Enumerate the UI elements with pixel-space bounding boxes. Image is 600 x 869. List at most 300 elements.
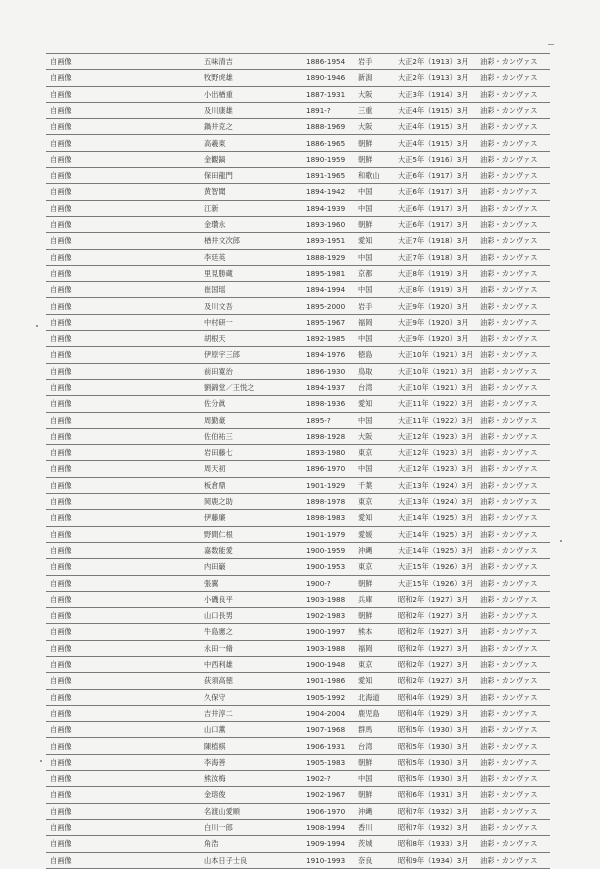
artist-name: 保田龍門 (200, 168, 302, 184)
completion-date: 大正4年（1915）3月 (394, 135, 476, 151)
medium: 油彩・カンヴァス (476, 640, 550, 656)
completion-date: 昭和5年（1930）3月 (394, 754, 476, 770)
artist-years: 1886-1954 (302, 54, 354, 70)
birthplace: 福岡 (354, 314, 394, 330)
birthplace: 愛知 (354, 510, 394, 526)
medium: 油彩・カンヴァス (476, 298, 550, 314)
artwork-title: 自画像 (46, 379, 200, 395)
artist-years: 1905-1992 (302, 689, 354, 705)
artist-name: 及川康雄 (200, 102, 302, 118)
artwork-title: 自画像 (46, 656, 200, 672)
artist-name: 岡鹿之助 (200, 494, 302, 510)
table-row (46, 396, 550, 412)
artist-name: 周勤豪 (200, 412, 302, 428)
medium: 油彩・カンヴァス (476, 412, 550, 428)
table-row (46, 379, 550, 395)
artist-name: 岩田藤七 (200, 445, 302, 461)
completion-date: 大正6年（1917）3月 (394, 168, 476, 184)
medium: 油彩・カンヴァス (476, 135, 550, 151)
artist-years: 1898-1983 (302, 510, 354, 526)
birthplace: 北海道 (354, 689, 394, 705)
table-row (46, 135, 550, 151)
completion-date: 昭和2年（1927）3月 (394, 591, 476, 607)
artist-years: 1895-1967 (302, 314, 354, 330)
artist-years: 1900-? (302, 575, 354, 591)
artwork-title: 自画像 (46, 412, 200, 428)
birthplace: 新潟 (354, 70, 394, 86)
artwork-title: 自画像 (46, 363, 200, 379)
corner-mark (548, 44, 554, 45)
completion-date: 大正14年（1925）3月 (394, 526, 476, 542)
table-row (46, 86, 550, 102)
table-row (46, 722, 550, 738)
table-row (46, 216, 550, 232)
birthplace: 中国 (354, 771, 394, 787)
artist-years: 1906-1970 (302, 803, 354, 819)
artwork-title: 自画像 (46, 249, 200, 265)
scan-speck (36, 325, 38, 327)
completion-date: 昭和6年（1931）3月 (394, 787, 476, 803)
birthplace: 鳥取 (354, 363, 394, 379)
artist-years: 1895-2000 (302, 298, 354, 314)
table-row (46, 738, 550, 754)
artist-years: 1900-1959 (302, 542, 354, 558)
artwork-title: 自画像 (46, 803, 200, 819)
table-row (46, 363, 550, 379)
artist-years: 1906-1931 (302, 738, 354, 754)
table-row (46, 151, 550, 167)
artwork-title: 自画像 (46, 510, 200, 526)
artist-years: 1894-1937 (302, 379, 354, 395)
birthplace: 愛知 (354, 396, 394, 412)
artist-years: 1908-1994 (302, 819, 354, 835)
artist-name: 伊藤廉 (200, 510, 302, 526)
completion-date: 大正10年（1921）3月 (394, 379, 476, 395)
artist-years: 1893-1951 (302, 233, 354, 249)
artwork-title: 自画像 (46, 673, 200, 689)
artist-name: 山口薫 (200, 722, 302, 738)
completion-date: 大正5年（1916）3月 (394, 151, 476, 167)
completion-date: 昭和7年（1932）3月 (394, 819, 476, 835)
table-row (46, 510, 550, 526)
medium: 油彩・カンヴァス (476, 396, 550, 412)
completion-date: 大正10年（1921）3月 (394, 347, 476, 363)
completion-date: 大正11年（1922）3月 (394, 412, 476, 428)
completion-date: 昭和2年（1927）3月 (394, 624, 476, 640)
medium: 油彩・カンヴァス (476, 70, 550, 86)
completion-date: 大正14年（1925）3月 (394, 510, 476, 526)
artist-name: 小磯良平 (200, 591, 302, 607)
artwork-title: 自画像 (46, 754, 200, 770)
artist-name: 白川一郎 (200, 819, 302, 835)
table-row (46, 347, 550, 363)
artist-years: 1910-1993 (302, 852, 354, 868)
birthplace: 中国 (354, 200, 394, 216)
medium: 油彩・カンヴァス (476, 282, 550, 298)
completion-date: 大正9年（1920）3月 (394, 331, 476, 347)
artist-years: 1888-1969 (302, 119, 354, 135)
medium: 油彩・カンヴァス (476, 363, 550, 379)
medium: 油彩・カンヴァス (476, 819, 550, 835)
birthplace: 岩手 (354, 54, 394, 70)
completion-date: 昭和2年（1927）3月 (394, 673, 476, 689)
birthplace: 香川 (354, 819, 394, 835)
birthplace: 愛知 (354, 673, 394, 689)
completion-date: 大正13年（1924）3月 (394, 477, 476, 493)
birthplace: 鹿児島 (354, 705, 394, 721)
completion-date: 大正15年（1926）3月 (394, 575, 476, 591)
artist-years: 1892-1985 (302, 331, 354, 347)
artist-years: 1890-1959 (302, 151, 354, 167)
medium: 油彩・カンヴァス (476, 86, 550, 102)
completion-date: 大正6年（1917）3月 (394, 200, 476, 216)
artist-name: 金瓚永 (200, 216, 302, 232)
medium: 油彩・カンヴァス (476, 461, 550, 477)
birthplace: 朝鮮 (354, 575, 394, 591)
artist-name: 楢井文次郎 (200, 233, 302, 249)
birthplace: 中国 (354, 331, 394, 347)
birthplace: 千葉 (354, 477, 394, 493)
artist-years: 1891-? (302, 102, 354, 118)
medium: 油彩・カンヴァス (476, 445, 550, 461)
table-row (46, 836, 550, 852)
artist-name: 野間仁根 (200, 526, 302, 542)
medium: 油彩・カンヴァス (476, 526, 550, 542)
artist-name: 嘉数能愛 (200, 542, 302, 558)
artist-years: 1902-? (302, 771, 354, 787)
birthplace: 中国 (354, 282, 394, 298)
artist-name: 金瑢俊 (200, 787, 302, 803)
birthplace: 岩手 (354, 298, 394, 314)
table-row (46, 494, 550, 510)
table-row (46, 70, 550, 86)
artwork-title: 自画像 (46, 347, 200, 363)
artist-name: 小出楢重 (200, 86, 302, 102)
artist-name: 吉井淳二 (200, 705, 302, 721)
birthplace: 朝鮮 (354, 216, 394, 232)
artist-name: 熊汝梅 (200, 771, 302, 787)
table-row (46, 331, 550, 347)
artwork-title: 自画像 (46, 591, 200, 607)
medium: 油彩・カンヴァス (476, 331, 550, 347)
medium: 油彩・カンヴァス (476, 265, 550, 281)
completion-date: 昭和7年（1932）3月 (394, 803, 476, 819)
medium: 油彩・カンヴァス (476, 510, 550, 526)
artwork-title: 自画像 (46, 184, 200, 200)
artist-name: 李海善 (200, 754, 302, 770)
table-row (46, 445, 550, 461)
artwork-title: 自画像 (46, 477, 200, 493)
medium: 油彩・カンヴァス (476, 803, 550, 819)
completion-date: 大正9年（1920）3月 (394, 314, 476, 330)
medium: 油彩・カンヴァス (476, 705, 550, 721)
medium: 油彩・カンヴァス (476, 200, 550, 216)
artist-years: 1888-1929 (302, 249, 354, 265)
artwork-title: 自画像 (46, 200, 200, 216)
artist-name: 及川文吾 (200, 298, 302, 314)
artist-name: 荻須高徳 (200, 673, 302, 689)
table-row (46, 282, 550, 298)
medium: 油彩・カンヴァス (476, 477, 550, 493)
table-row (46, 705, 550, 721)
completion-date: 昭和8年（1933）3月 (394, 836, 476, 852)
artwork-title: 自画像 (46, 298, 200, 314)
artist-years: 1894-1994 (302, 282, 354, 298)
birthplace: 愛知 (354, 233, 394, 249)
completion-date: 大正2年（1913）3月 (394, 70, 476, 86)
artist-years: 1909-1994 (302, 836, 354, 852)
birthplace: 朝鮮 (354, 608, 394, 624)
birthplace: 茨城 (354, 836, 394, 852)
artwork-title: 自画像 (46, 852, 200, 868)
table-row (46, 314, 550, 330)
artwork-title: 自画像 (46, 428, 200, 444)
birthplace: 大阪 (354, 119, 394, 135)
birthplace: 愛媛 (354, 526, 394, 542)
artist-name: 周天初 (200, 461, 302, 477)
birthplace: 三重 (354, 102, 394, 118)
completion-date: 昭和4年（1929）3月 (394, 689, 476, 705)
medium: 油彩・カンヴァス (476, 754, 550, 770)
completion-date: 大正14年（1925）3月 (394, 542, 476, 558)
table-row (46, 168, 550, 184)
artist-name: 牧野虎雄 (200, 70, 302, 86)
birthplace: 東京 (354, 559, 394, 575)
artist-years: 1900-1997 (302, 624, 354, 640)
artist-years: 1901-1986 (302, 673, 354, 689)
artist-years: 1902-1983 (302, 608, 354, 624)
table-row (46, 249, 550, 265)
medium: 油彩・カンヴァス (476, 151, 550, 167)
artist-years: 1900-1948 (302, 656, 354, 672)
artist-name: 高羲東 (200, 135, 302, 151)
artist-name: 五味清吉 (200, 54, 302, 70)
artist-name: 金觀鎬 (200, 151, 302, 167)
medium: 油彩・カンヴァス (476, 379, 550, 395)
birthplace: 大阪 (354, 428, 394, 444)
artwork-title: 自画像 (46, 135, 200, 151)
artwork-title: 自画像 (46, 151, 200, 167)
medium: 油彩・カンヴァス (476, 738, 550, 754)
artist-years: 1905-1983 (302, 754, 354, 770)
artist-name: 劉錦堂／王悦之 (200, 379, 302, 395)
artist-name: 板倉鼎 (200, 477, 302, 493)
birthplace: 中国 (354, 461, 394, 477)
table-row (46, 412, 550, 428)
birthplace: 朝鮮 (354, 754, 394, 770)
artwork-title: 自画像 (46, 445, 200, 461)
artwork-title: 自画像 (46, 314, 200, 330)
medium: 油彩・カンヴァス (476, 559, 550, 575)
table-row (46, 461, 550, 477)
scan-speck (40, 760, 42, 762)
artist-name: 佐分眞 (200, 396, 302, 412)
artist-name: 張翼 (200, 575, 302, 591)
completion-date: 大正15年（1926）3月 (394, 559, 476, 575)
artist-years: 1886-1965 (302, 135, 354, 151)
artwork-title: 自画像 (46, 559, 200, 575)
artwork-title: 自画像 (46, 396, 200, 412)
artist-years: 1895-? (302, 412, 354, 428)
table-row (46, 200, 550, 216)
artwork-title: 自画像 (46, 331, 200, 347)
birthplace: 東京 (354, 494, 394, 510)
medium: 油彩・カンヴァス (476, 771, 550, 787)
table-row (46, 640, 550, 656)
medium: 油彩・カンヴァス (476, 656, 550, 672)
table-row (46, 673, 550, 689)
medium: 油彩・カンヴァス (476, 608, 550, 624)
completion-date: 昭和5年（1930）3月 (394, 738, 476, 754)
artwork-title: 自画像 (46, 542, 200, 558)
artist-name: 里見勝蔵 (200, 265, 302, 281)
medium: 油彩・カンヴァス (476, 852, 550, 868)
birthplace: 中国 (354, 412, 394, 428)
table-row (46, 624, 550, 640)
artist-name: 久保守 (200, 689, 302, 705)
artwork-table-body (46, 54, 550, 869)
medium: 油彩・カンヴァス (476, 249, 550, 265)
completion-date: 大正8年（1919）3月 (394, 265, 476, 281)
artist-years: 1894-1942 (302, 184, 354, 200)
table-row (46, 787, 550, 803)
artwork-title: 自画像 (46, 575, 200, 591)
artwork-title: 自画像 (46, 461, 200, 477)
artist-name: 中村研一 (200, 314, 302, 330)
birthplace: 大阪 (354, 86, 394, 102)
artist-years: 1895-1981 (302, 265, 354, 281)
medium: 油彩・カンヴァス (476, 787, 550, 803)
table-row (46, 575, 550, 591)
medium: 油彩・カンヴァス (476, 591, 550, 607)
table-row (46, 102, 550, 118)
artwork-title: 自画像 (46, 787, 200, 803)
artist-years: 1902-1967 (302, 787, 354, 803)
medium: 油彩・カンヴァス (476, 54, 550, 70)
completion-date: 大正13年（1924）3月 (394, 494, 476, 510)
medium: 油彩・カンヴァス (476, 216, 550, 232)
table-row (46, 265, 550, 281)
medium: 油彩・カンヴァス (476, 494, 550, 510)
birthplace: 熊本 (354, 624, 394, 640)
medium: 油彩・カンヴァス (476, 347, 550, 363)
artist-name: 牛島憲之 (200, 624, 302, 640)
birthplace: 朝鮮 (354, 151, 394, 167)
completion-date: 昭和4年（1929）3月 (394, 705, 476, 721)
completion-date: 昭和5年（1930）3月 (394, 771, 476, 787)
birthplace: 東京 (354, 445, 394, 461)
medium: 油彩・カンヴァス (476, 624, 550, 640)
artwork-title: 自画像 (46, 722, 200, 738)
completion-date: 大正7年（1918）3月 (394, 233, 476, 249)
birthplace: 台湾 (354, 738, 394, 754)
completion-date: 大正12年（1923）3月 (394, 445, 476, 461)
table-row (46, 119, 550, 135)
completion-date: 大正10年（1921）3月 (394, 363, 476, 379)
artist-years: 1894-1939 (302, 200, 354, 216)
artist-name: 鍋井克之 (200, 119, 302, 135)
artwork-title: 自画像 (46, 282, 200, 298)
artist-name: 前田寛治 (200, 363, 302, 379)
table-row (46, 656, 550, 672)
birthplace: 沖縄 (354, 542, 394, 558)
artist-years: 1887-1931 (302, 86, 354, 102)
artwork-title: 自画像 (46, 689, 200, 705)
scan-speck (560, 540, 562, 542)
artwork-title: 自画像 (46, 233, 200, 249)
medium: 油彩・カンヴァス (476, 428, 550, 444)
medium: 油彩・カンヴァス (476, 233, 550, 249)
artist-name: 角浩 (200, 836, 302, 852)
artwork-title: 自画像 (46, 54, 200, 70)
table-row (46, 771, 550, 787)
artist-years: 1894-1976 (302, 347, 354, 363)
artist-name: 陳植棋 (200, 738, 302, 754)
artist-name: 胡根天 (200, 331, 302, 347)
table-row (46, 819, 550, 835)
artist-years: 1893-1960 (302, 216, 354, 232)
artwork-title: 自画像 (46, 70, 200, 86)
artist-name: 永田一脩 (200, 640, 302, 656)
artwork-title: 自画像 (46, 526, 200, 542)
birthplace: 兵庫 (354, 591, 394, 607)
artwork-title: 自画像 (46, 819, 200, 835)
table-row (46, 591, 550, 607)
medium: 油彩・カンヴァス (476, 836, 550, 852)
artwork-title: 自画像 (46, 86, 200, 102)
birthplace: 朝鮮 (354, 787, 394, 803)
artwork-title: 自画像 (46, 771, 200, 787)
artwork-title: 自画像 (46, 216, 200, 232)
table-row (46, 559, 550, 575)
birthplace: 中国 (354, 249, 394, 265)
birthplace: 群馬 (354, 722, 394, 738)
table-row (46, 526, 550, 542)
table-row (46, 852, 550, 868)
birthplace: 和歌山 (354, 168, 394, 184)
medium: 油彩・カンヴァス (476, 575, 550, 591)
completion-date: 大正6年（1917）3月 (394, 184, 476, 200)
artist-years: 1896-1930 (302, 363, 354, 379)
artist-years: 1904-2004 (302, 705, 354, 721)
medium: 油彩・カンヴァス (476, 314, 550, 330)
completion-date: 大正4年（1915）3月 (394, 119, 476, 135)
birthplace: 中国 (354, 184, 394, 200)
artist-years: 1893-1980 (302, 445, 354, 461)
table-row (46, 689, 550, 705)
artist-name: 伊原宇三郎 (200, 347, 302, 363)
artist-years: 1900-1953 (302, 559, 354, 575)
artist-years: 1898-1936 (302, 396, 354, 412)
completion-date: 昭和2年（1927）3月 (394, 608, 476, 624)
birthplace: 東京 (354, 656, 394, 672)
medium: 油彩・カンヴァス (476, 722, 550, 738)
artwork-title: 自画像 (46, 102, 200, 118)
artwork-title: 自画像 (46, 168, 200, 184)
artwork-table (46, 53, 550, 869)
artist-years: 1901-1979 (302, 526, 354, 542)
medium: 油彩・カンヴァス (476, 168, 550, 184)
artist-name: 黄智聞 (200, 184, 302, 200)
artist-years: 1896-1970 (302, 461, 354, 477)
medium: 油彩・カンヴァス (476, 102, 550, 118)
birthplace: 福岡 (354, 640, 394, 656)
completion-date: 大正3年（1914）3月 (394, 86, 476, 102)
medium: 油彩・カンヴァス (476, 689, 550, 705)
artwork-title: 自画像 (46, 705, 200, 721)
table-row (46, 803, 550, 819)
artist-years: 1898-1928 (302, 428, 354, 444)
